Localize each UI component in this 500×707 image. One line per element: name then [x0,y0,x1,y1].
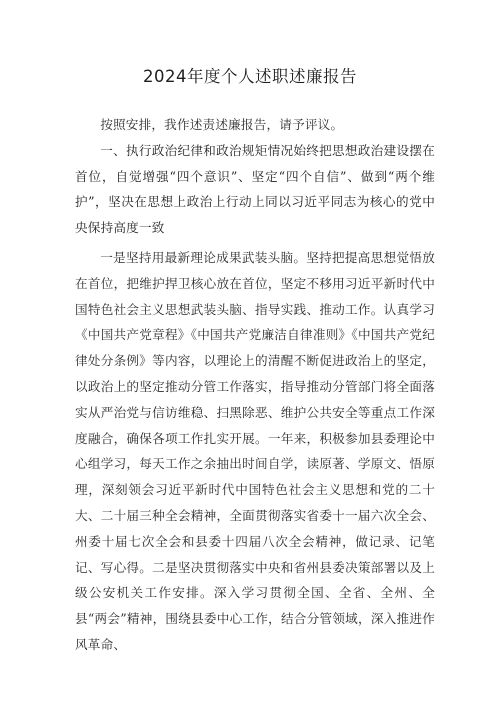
document-title: 2024年度个人述职述廉报告 [143,67,357,86]
paragraph-intro: 按照安排，我作述责述廉报告，请予评议。 [100,117,344,132]
paragraph-point-1: 一是坚持用最新理论成果武装头脑。坚持把提高思想觉悟放在首位，把维护捍卫核心放在首位，坚定不移用习近平新时代中国特色社会主义思想武装头脑、指导实践、推动工作。认真学习《中国共产党章程》《中国共产党廉洁自律准则》《中国共产党纪律处分条例》等内容，以理论上的清醒不断促进政治上的坚定，以政治上的坚定推动分管工作落实，指导推动分管部门将全面落实从严治党与信访维稳、扫黑除恶、维护公共安全等重点工作深度融合，确保各项工作扎实开展。一年来，积极参加县委理论中心组学习，每天工作之余抽出时间自学，读原著、学原文、悟原理，深刻领会习近平新时代中国特色社会主义思想和党的二十大、二十届三种全会精神，全面贯彻落实省委十一届六次全会、州委十届七次全会和县委十四届八次全会精神，做记录、记笔记、写心得。二是坚决贯彻落实中央和省州县委决策部署以及上级公安机关工作安排。深入学习贯彻全国、全省、全州、全县“两会”精神，围绕县委中心工作，结合分管领域，深入推进作风革命、 [75,249,435,652]
document-body [75,112,435,658]
paragraph-section-1: 一、执行政治纪律和政治规矩情况始终把思想政治建设摆在首位，自觉增强“四个意识”、坚定“四个自信”、做到“两个维护”，坚决在思想上政治上行动上同以习近平同志为核心的党中央保持高度一致 [75,142,435,236]
